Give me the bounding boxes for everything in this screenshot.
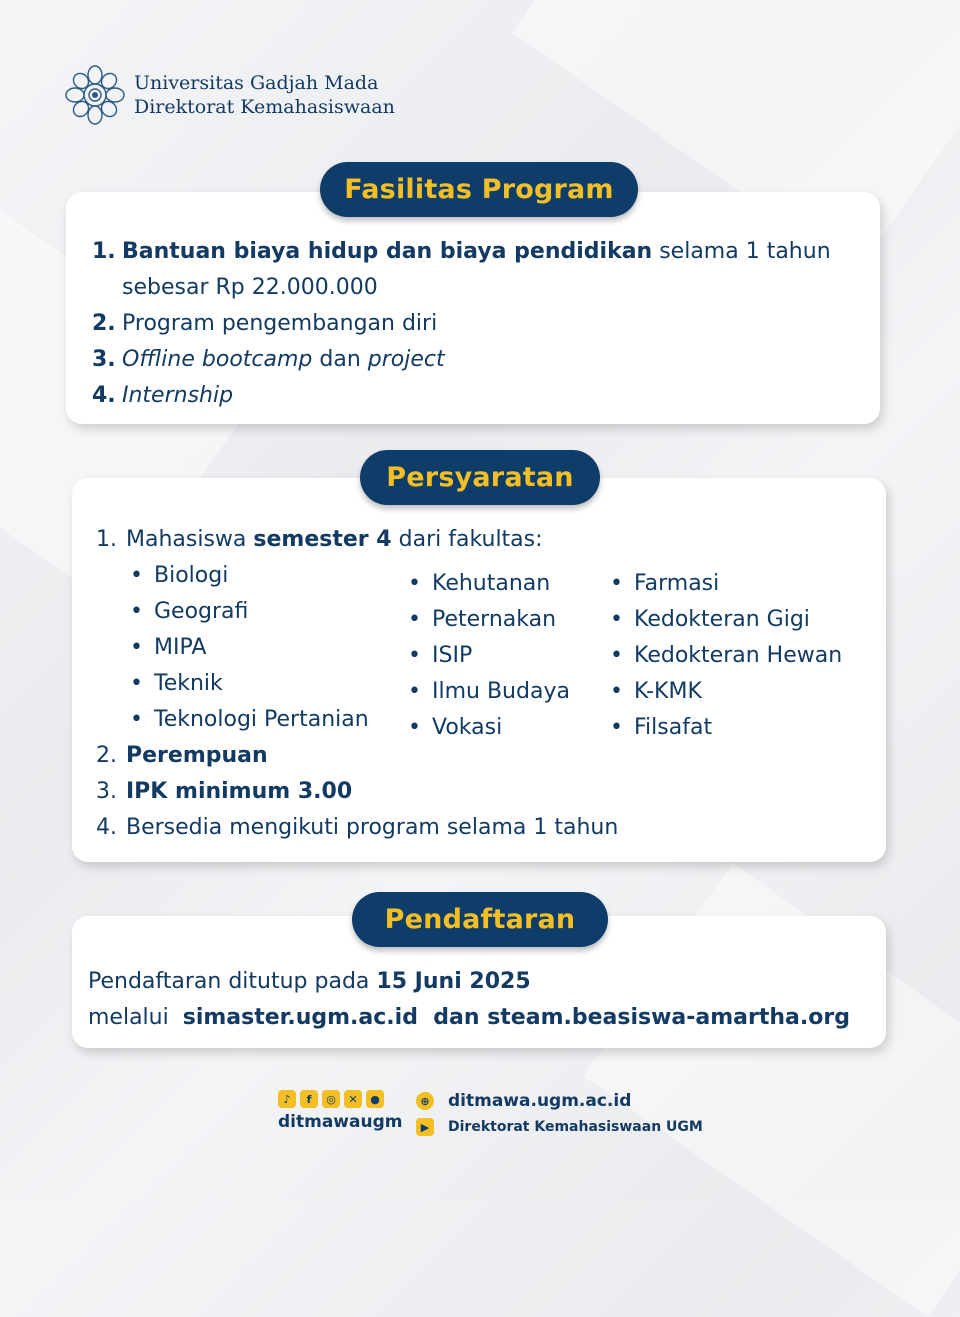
instagram-icon[interactable]: ◎ [322, 1090, 340, 1108]
university-name: Universitas Gadjah Mada [134, 72, 379, 94]
fasilitas-list [92, 234, 831, 414]
persyaratan-items-rest [96, 738, 618, 846]
persyaratan-item-1: 1. Mahasiswa semester 4 dari fakultas: [96, 527, 543, 552]
deadline-line: Pendaftaran ditutup pada 15 Juni 2025 [88, 969, 531, 994]
list-item: • ISIP [408, 638, 570, 674]
list-item: 4. Internship [92, 383, 234, 408]
simaster-link[interactable]: simaster.ugm.ac.id [182, 1005, 418, 1030]
list-item: • Ilmu Budaya [408, 674, 570, 710]
list-item: • Teknologi Pertanian [130, 702, 369, 738]
website-link[interactable]: ditmawa.ugm.ac.id [448, 1091, 632, 1111]
facebook-icon[interactable]: f [300, 1090, 318, 1108]
youtube-icon: ▶ [416, 1118, 434, 1136]
list-item-continuation: sebesar Rp 22.000.000 [122, 275, 378, 300]
list-item: • Kedokteran Hewan [610, 638, 842, 674]
list-item: 1. Bantuan biaya hidup dan biaya pendidikan selama 1 tahun [92, 239, 831, 264]
list-item: • Farmasi [610, 566, 842, 602]
list-item: • Peternakan [408, 602, 570, 638]
list-item: • Geografi [130, 594, 369, 630]
header [64, 64, 395, 126]
pendaftaran-text [88, 964, 850, 1036]
list-item: • Vokasi [408, 710, 570, 746]
fasilitas-card [66, 192, 880, 424]
amartha-link[interactable]: steam.beasiswa-amartha.org [487, 1005, 850, 1030]
list-item: • Biologi [130, 558, 369, 594]
social-block [278, 1090, 402, 1132]
list-item: 4. Bersedia mengikuti program selama 1 tahun [96, 815, 619, 840]
x-icon[interactable]: ✕ [344, 1090, 362, 1108]
pendaftaran-title: Pendaftaran [352, 892, 608, 947]
youtube-channel[interactable]: Direktorat Kemahasiswaan UGM [448, 1119, 703, 1135]
directorate-name: Direktorat Kemahasiswaan [134, 96, 395, 118]
list-item: 3. Offline bootcamp dan project [92, 347, 445, 372]
faculty-list-col1 [130, 558, 369, 738]
persyaratan-card [72, 478, 886, 862]
ugm-logo-icon [64, 64, 126, 126]
list-item: • Filsafat [610, 710, 842, 746]
fasilitas-title: Fasilitas Program [320, 162, 638, 217]
list-item: • Teknik [130, 666, 369, 702]
list-item: • Kedokteran Gigi [610, 602, 842, 638]
list-item: • MIPA [130, 630, 369, 666]
globe-icon: ⊕ [416, 1092, 434, 1110]
list-item: • K-KMK [610, 674, 842, 710]
faculty-list-col2 [408, 566, 570, 746]
social-handle[interactable]: ditmawaugm [278, 1112, 403, 1132]
tiktok-icon[interactable]: ♪ [278, 1090, 296, 1108]
list-item: • Kehutanan [408, 566, 570, 602]
contact-block [416, 1088, 703, 1140]
list-item: 3. IPK minimum 3.00 [96, 779, 353, 804]
list-item: 2. Program pengembangan diri [92, 311, 438, 336]
line-icon[interactable]: ● [366, 1090, 384, 1108]
persyaratan-title: Persyaratan [360, 450, 600, 505]
registration-sites-line: melalui simaster.ugm.ac.id dan steam.beasiswa-amartha.org [88, 1005, 850, 1030]
faculty-list-col3 [610, 566, 842, 746]
list-item: 2. Perempuan [96, 743, 268, 768]
